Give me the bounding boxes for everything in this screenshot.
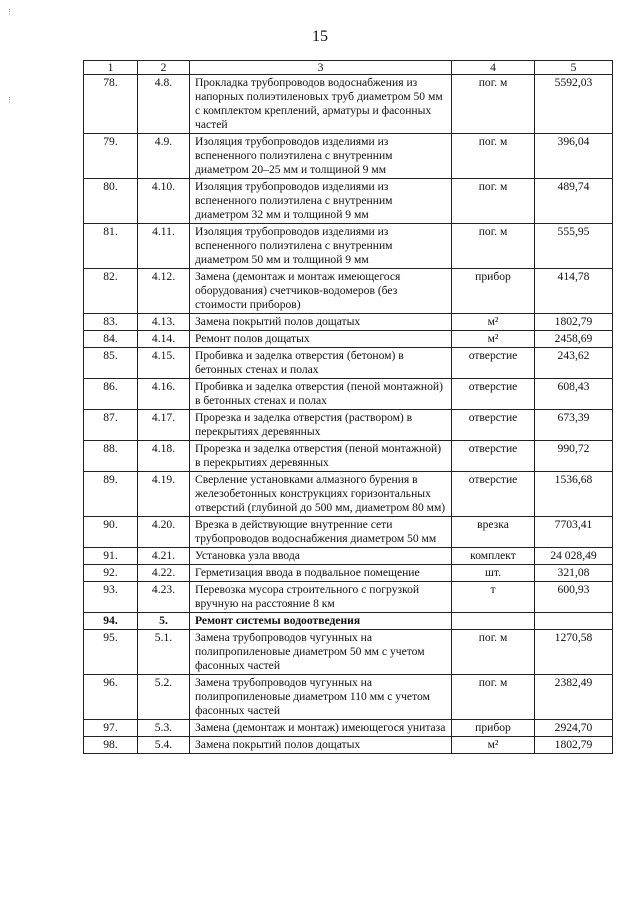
item-code: 4.17. bbox=[138, 410, 190, 441]
price-value bbox=[535, 613, 613, 630]
section-row bbox=[84, 613, 613, 630]
unit-of-measure: пог. м bbox=[452, 675, 535, 720]
work-description: Установка узла ввода bbox=[190, 548, 452, 565]
price-value: 1270,58 bbox=[535, 630, 613, 675]
item-code: 4.20. bbox=[138, 517, 190, 548]
column-number-row bbox=[84, 61, 613, 75]
table-row bbox=[84, 720, 613, 737]
item-code: 4.10. bbox=[138, 179, 190, 224]
work-description: Сверление установками алмазного бурения в железобетонных конструкциях горизонтальных отверстий (глубиной до 500 мм, диаметром 80 мм) bbox=[190, 472, 452, 517]
table-row bbox=[84, 517, 613, 548]
item-code: 4.21. bbox=[138, 548, 190, 565]
column-header: 2 bbox=[138, 61, 190, 75]
work-description: Замена (демонтаж и монтаж) имеющегося унитаза bbox=[190, 720, 452, 737]
work-description: Прокладка трубопроводов водоснабжения из напорных полиэтиленовых труб диаметром 50 мм с комплектом креплений, арматуры и фасонных частей bbox=[190, 75, 452, 134]
price-table bbox=[83, 60, 613, 754]
price-value: 2924,70 bbox=[535, 720, 613, 737]
price-value: 1536,68 bbox=[535, 472, 613, 517]
item-code: 4.9. bbox=[138, 134, 190, 179]
table-row bbox=[84, 179, 613, 224]
work-description: Ремонт системы водоотведения bbox=[190, 613, 452, 630]
unit-of-measure: отверстие bbox=[452, 410, 535, 441]
row-number: 95. bbox=[84, 630, 138, 675]
row-number: 81. bbox=[84, 224, 138, 269]
work-description: Замена трубопроводов чугунных на полипропиленовые диаметром 50 мм с учетом фасонных частей bbox=[190, 630, 452, 675]
item-code: 5.3. bbox=[138, 720, 190, 737]
table-row bbox=[84, 410, 613, 441]
price-value: 1802,79 bbox=[535, 314, 613, 331]
price-value: 673,39 bbox=[535, 410, 613, 441]
price-value: 1802,79 bbox=[535, 737, 613, 754]
price-value: 600,93 bbox=[535, 582, 613, 613]
unit-of-measure: отверстие bbox=[452, 379, 535, 410]
unit-of-measure: отверстие bbox=[452, 441, 535, 472]
unit-of-measure bbox=[452, 613, 535, 630]
row-number: 86. bbox=[84, 379, 138, 410]
table-row bbox=[84, 630, 613, 675]
unit-of-measure: пог. м bbox=[452, 179, 535, 224]
item-code: 4.23. bbox=[138, 582, 190, 613]
unit-of-measure: пог. м bbox=[452, 630, 535, 675]
price-value: 608,43 bbox=[535, 379, 613, 410]
row-number: 82. bbox=[84, 269, 138, 314]
work-description: Ремонт полов дощатых bbox=[190, 331, 452, 348]
unit-of-measure: прибор bbox=[452, 720, 535, 737]
unit-of-measure: отверстие bbox=[452, 472, 535, 517]
item-code: 4.18. bbox=[138, 441, 190, 472]
item-code: 4.13. bbox=[138, 314, 190, 331]
row-number: 88. bbox=[84, 441, 138, 472]
price-value: 489,74 bbox=[535, 179, 613, 224]
table-row bbox=[84, 565, 613, 582]
price-value: 396,04 bbox=[535, 134, 613, 179]
price-value: 321,08 bbox=[535, 565, 613, 582]
work-description: Врезка в действующие внутренние сети трубопроводов водоснабжения диаметром 50 мм bbox=[190, 517, 452, 548]
row-number: 90. bbox=[84, 517, 138, 548]
unit-of-measure: прибор bbox=[452, 269, 535, 314]
table-row bbox=[84, 269, 613, 314]
column-header: 4 bbox=[452, 61, 535, 75]
item-code: 5.1. bbox=[138, 630, 190, 675]
work-description: Перевозка мусора строительного с погрузкой вручную на расстояние 8 км bbox=[190, 582, 452, 613]
row-number: 79. bbox=[84, 134, 138, 179]
table-row bbox=[84, 331, 613, 348]
column-header: 5 bbox=[535, 61, 613, 75]
row-number: 87. bbox=[84, 410, 138, 441]
unit-of-measure: пог. м bbox=[452, 224, 535, 269]
work-description: Замена покрытий полов дощатых bbox=[190, 314, 452, 331]
item-code: 4.15. bbox=[138, 348, 190, 379]
item-code: 5.4. bbox=[138, 737, 190, 754]
work-description: Изоляция трубопроводов изделиями из вспененного полиэтилена с внутренним диаметром 50 мм и толщиной 9 мм bbox=[190, 224, 452, 269]
item-code: 5.2. bbox=[138, 675, 190, 720]
work-description: Прорезка и заделка отверстия (раствором) в перекрытиях деревянных bbox=[190, 410, 452, 441]
table-row bbox=[84, 314, 613, 331]
table-row bbox=[84, 348, 613, 379]
item-code: 4.22. bbox=[138, 565, 190, 582]
table-row bbox=[84, 472, 613, 517]
unit-of-measure: пог. м bbox=[452, 75, 535, 134]
column-header: 3 bbox=[190, 61, 452, 75]
unit-of-measure: т bbox=[452, 582, 535, 613]
row-number: 85. bbox=[84, 348, 138, 379]
table-row bbox=[84, 675, 613, 720]
price-value: 2458,69 bbox=[535, 331, 613, 348]
item-code: 4.19. bbox=[138, 472, 190, 517]
unit-of-measure: м² bbox=[452, 737, 535, 754]
row-number: 97. bbox=[84, 720, 138, 737]
price-value: 24 028,49 bbox=[535, 548, 613, 565]
price-value: 7703,41 bbox=[535, 517, 613, 548]
unit-of-measure: м² bbox=[452, 314, 535, 331]
column-header: 1 bbox=[84, 61, 138, 75]
table-row bbox=[84, 75, 613, 134]
table-row bbox=[84, 134, 613, 179]
table-row bbox=[84, 379, 613, 410]
unit-of-measure: пог. м bbox=[452, 134, 535, 179]
item-code: 4.12. bbox=[138, 269, 190, 314]
work-description: Герметизация ввода в подвальное помещение bbox=[190, 565, 452, 582]
work-description: Пробивка и заделка отверстия (пеной монтажной) в бетонных стенах и полах bbox=[190, 379, 452, 410]
unit-of-measure: шт. bbox=[452, 565, 535, 582]
work-description: Замена (демонтаж и монтаж имеющегося оборудования) счетчиков-водомеров (без стоимости приборов) bbox=[190, 269, 452, 314]
table-row bbox=[84, 548, 613, 565]
row-number: 78. bbox=[84, 75, 138, 134]
work-description: Замена трубопроводов чугунных на полипропиленовые диаметром 110 мм с учетом фасонных частей bbox=[190, 675, 452, 720]
price-value: 5592,03 bbox=[535, 75, 613, 134]
row-number: 93. bbox=[84, 582, 138, 613]
work-description: Пробивка и заделка отверстия (бетоном) в бетонных стенах и полах bbox=[190, 348, 452, 379]
row-number: 84. bbox=[84, 331, 138, 348]
table-row bbox=[84, 582, 613, 613]
work-description: Изоляция трубопроводов изделиями из вспененного полиэтилена с внутренним диаметром 32 мм и толщиной 9 мм bbox=[190, 179, 452, 224]
item-code: 4.11. bbox=[138, 224, 190, 269]
price-value: 2382,49 bbox=[535, 675, 613, 720]
item-code: 5. bbox=[138, 613, 190, 630]
price-value: 414,78 bbox=[535, 269, 613, 314]
price-value: 243,62 bbox=[535, 348, 613, 379]
row-number: 91. bbox=[84, 548, 138, 565]
row-number: 96. bbox=[84, 675, 138, 720]
scan-margin-mark: ⋮ bbox=[6, 8, 13, 16]
row-number: 89. bbox=[84, 472, 138, 517]
item-code: 4.14. bbox=[138, 331, 190, 348]
unit-of-measure: отверстие bbox=[452, 348, 535, 379]
item-code: 4.16. bbox=[138, 379, 190, 410]
unit-of-measure: врезка bbox=[452, 517, 535, 548]
unit-of-measure: комплект bbox=[452, 548, 535, 565]
work-description: Замена покрытий полов дощатых bbox=[190, 737, 452, 754]
table-row bbox=[84, 737, 613, 754]
row-number: 92. bbox=[84, 565, 138, 582]
price-value: 555,95 bbox=[535, 224, 613, 269]
item-code: 4.8. bbox=[138, 75, 190, 134]
unit-of-measure: м² bbox=[452, 331, 535, 348]
work-description: Прорезка и заделка отверстия (пеной монтажной) в перекрытиях деревянных bbox=[190, 441, 452, 472]
table-row bbox=[84, 441, 613, 472]
row-number: 80. bbox=[84, 179, 138, 224]
page-number: 15 bbox=[312, 28, 328, 45]
row-number: 94. bbox=[84, 613, 138, 630]
table-row bbox=[84, 224, 613, 269]
work-description: Изоляция трубопроводов изделиями из вспененного полиэтилена с внутренним диаметром 20–25 мм и толщиной 9 мм bbox=[190, 134, 452, 179]
row-number: 98. bbox=[84, 737, 138, 754]
price-value: 990,72 bbox=[535, 441, 613, 472]
scan-margin-mark: ⋮ bbox=[6, 96, 13, 104]
row-number: 83. bbox=[84, 314, 138, 331]
